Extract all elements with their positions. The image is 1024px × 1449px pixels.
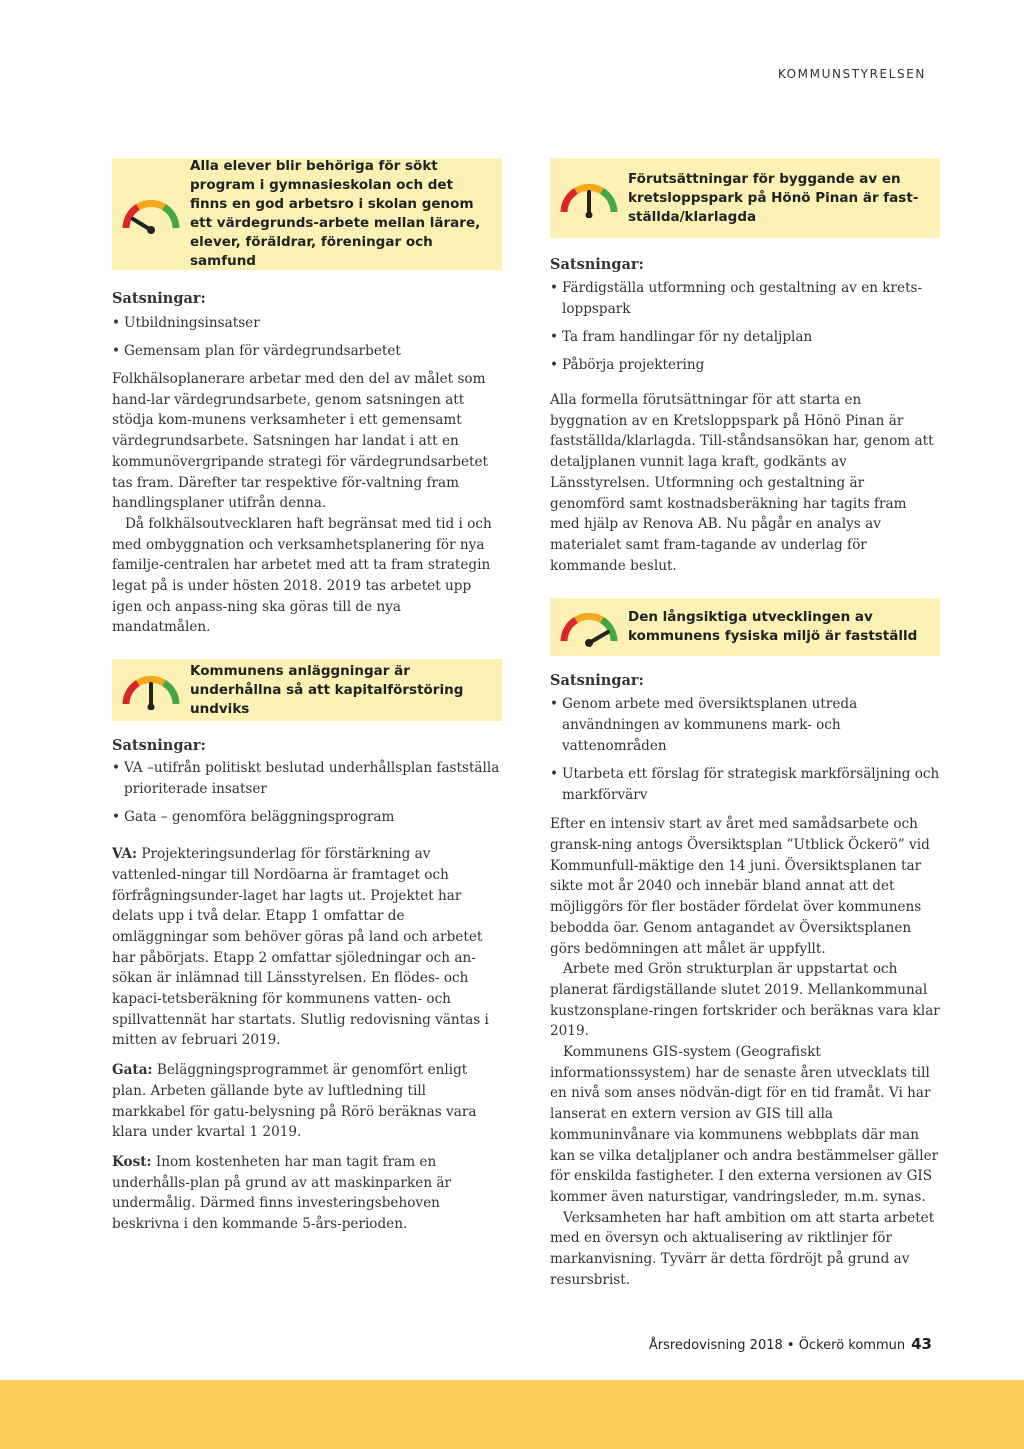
- bullet-list: [550, 278, 940, 376]
- list-item: • Ta fram handlingar för ny detaljplan: [550, 327, 940, 348]
- satsningar-heading: Satsningar:: [550, 672, 644, 690]
- left-column: [112, 158, 502, 1235]
- footer-band: [0, 1380, 1024, 1449]
- satsningar-heading: Satsningar:: [550, 256, 644, 273]
- gata-text: Beläggningsprogrammet är genomfört enligt plan. Arbeten gällande byte av luftledning till markkabel för gatu-belysning på Rörö beräknas vara klara under kvartal 1 2019.: [112, 1062, 477, 1141]
- list-item: • Påbörja projektering: [550, 355, 940, 376]
- gauge-icon: [120, 194, 182, 234]
- paragraph: Folkhälsoplanerare arbetar med den del av målet som hand-lar värdegrundsarbete, genom satsningen att stödja kom-munens verksamheter i ett gemensamt värdegrundsarbete. Satsningen har landat i att en kommunövergripande strategi för värdegrundsarbetet tas fram. Därefter tar respektive för-valtning fram handlingsplaner utifrån denna.: [112, 371, 488, 512]
- satsningar-heading: Satsningar:: [112, 737, 206, 755]
- va-paragraph: [112, 844, 502, 1051]
- kost-paragraph: [112, 1152, 502, 1235]
- va-text: Projekteringsunderlag för förstärkning av vattenled-ningar till Nordöarna är framtaget och förfrågningsunder-laget har lagts ut. Projektet har delats upp i två delar. Etapp 1 omfattar de omläggningar som behöver göras på land och arbetet har påbörjats. Etapp 2 omfattar sjöledningar och an-sökan är inlämnad till Länsstyrelsen. En flödes- och kapaci-tetsberäkning för kommunens vatten- och spillvattennät har startats. Slutlig redovisning väntas i mitten av februari 2019.: [112, 846, 489, 1049]
- list-item: • VA –utifrån politiskt beslutad underhållsplan fastställa prioriterade insatser: [112, 758, 502, 800]
- goal-text: Förutsättningar för byggande av en kretsloppspark på Hönö Pinan är fast-ställda/klarlagda: [628, 170, 919, 225]
- paragraph: Kommunens GIS-system (Geografiskt informationssystem) har de senaste åren utvecklats till en nivå som anses nödvän-digt för en tid framåt. Vi har lanserat en extern version av GIS till alla kommuninvånare via kommunens webbplats där man kan se vilka detaljplaner och andra bestämmelser gäller för enskilda fastigheter. I den externa versionen av GIS kommer även naturstigar, vandringsleder, m.m. synas.: [550, 1044, 939, 1205]
- gauge-icon: [558, 607, 620, 647]
- paragraph: Då folkhälsoutvecklaren haft begränsat med tid i och med ombyggnation och verksamhetsplanering för nya familje-centralen har arbetet med att ta fram strategin legat på is under hösten 2018. 2019 tas arbetet upp igen och anpass-ning ska göras till de nya mandatmålen.: [112, 515, 492, 636]
- satsningar-heading: Satsningar:: [112, 290, 206, 307]
- footer-text: Årsredovisning 2018 • Öckerö kommun: [648, 1338, 906, 1353]
- paragraph: Alla formella förutsättningar för att starta en byggnation av en Kretsloppspark på Hönö Pinan är fastställda/klarlagda. Till-ståndsansökan har, genom att detaljplanen vunnit laga kraft, godkänts av Länsstyrelsen. Utformning och gestaltning är genomförd samt kostnadsberäkning har tagits fram med hjälp av Renova AB. Nu pågår en analys av materialet samt fram-tagande av underlag för kommande beslut.: [550, 392, 934, 574]
- paragraph: Arbete med Grön strukturplan är uppstartat och planerat färdigställande slutet 2019. Mellankommunal kustzonsplane-ringen fortskrider och beräknas vara klar 2019.: [550, 961, 940, 1040]
- goal-text: Alla elever blir behöriga för sökt program i gymnasieskolan och det finns en god arbetsro i skolan genom ett värdegrunds-arbete mellan lärare, elever, föräldrar, föreningar och samfund: [190, 158, 481, 269]
- gata-paragraph: [112, 1060, 502, 1143]
- goal-box-3: [550, 158, 940, 238]
- list-item: • Gemensam plan för värdegrundsarbetet: [112, 341, 502, 362]
- list-item: • Gata – genomföra beläggningsprogram: [112, 807, 502, 828]
- kost-text: Inom kostenheten har man tagit fram en underhålls-plan på grund av att maskinparken är undermålig. Därmed finns investeringsbehoven beskrivna i den kommande 5-års-perioden.: [112, 1153, 452, 1233]
- goal-box-4: [550, 598, 940, 656]
- goal-text: Kommunens anläggningar är underhållna så att kapitalförstöring undviks: [190, 662, 464, 717]
- goal-box-2: [112, 659, 502, 721]
- list-item: • Färdigställa utformning och gestaltning av en krets-loppspark: [550, 278, 940, 320]
- bullet-list: [112, 758, 502, 828]
- bullet-list: [112, 313, 502, 362]
- kost-label: Kost:: [112, 1153, 152, 1170]
- page-footer: [649, 1335, 932, 1353]
- gata-label: Gata:: [112, 1062, 153, 1079]
- goal-box-1: [112, 158, 502, 270]
- list-item: • Genom arbete med översiktsplanen utreda användningen av kommunens mark- och vattenområden: [550, 694, 940, 757]
- list-item: • Utarbeta ett förslag för strategisk markförsäljning och markförvärv: [550, 764, 940, 806]
- section-header: KOMMUNSTYRELSEN: [777, 67, 926, 81]
- paragraph: Verksamheten har haft ambition om att starta arbetet med en översyn och aktualisering av riktlinjer för markanvisning. Tyvärr är detta fördröjt på grund av resursbrist.: [550, 1209, 935, 1288]
- gauge-icon: [558, 178, 620, 218]
- list-item: • Utbildningsinsatser: [112, 313, 502, 334]
- va-label: VA:: [112, 846, 138, 863]
- page-number: 43: [911, 1335, 932, 1353]
- gauge-icon: [120, 670, 182, 710]
- right-column: [550, 158, 940, 1291]
- goal-text: Den långsiktiga utvecklingen av kommunens fysiska miljö är fastställd: [628, 609, 918, 645]
- paragraph: Efter en intensiv start av året med samådsarbete och gransk-ning antogs Översiktsplan ”Utblick Öckerö” vid Kommunfull-mäktige den 14 juni. Översiktsplanen tar sikte mot år 2040 och innebär bland annat att det möjliggörs för fler bostäder fördelat över kommunens bebodda öar. Genom antagandet av Översiktsplanen görs bedömningen att målet är uppfyllt.: [550, 816, 930, 957]
- bullet-list: [550, 694, 940, 806]
